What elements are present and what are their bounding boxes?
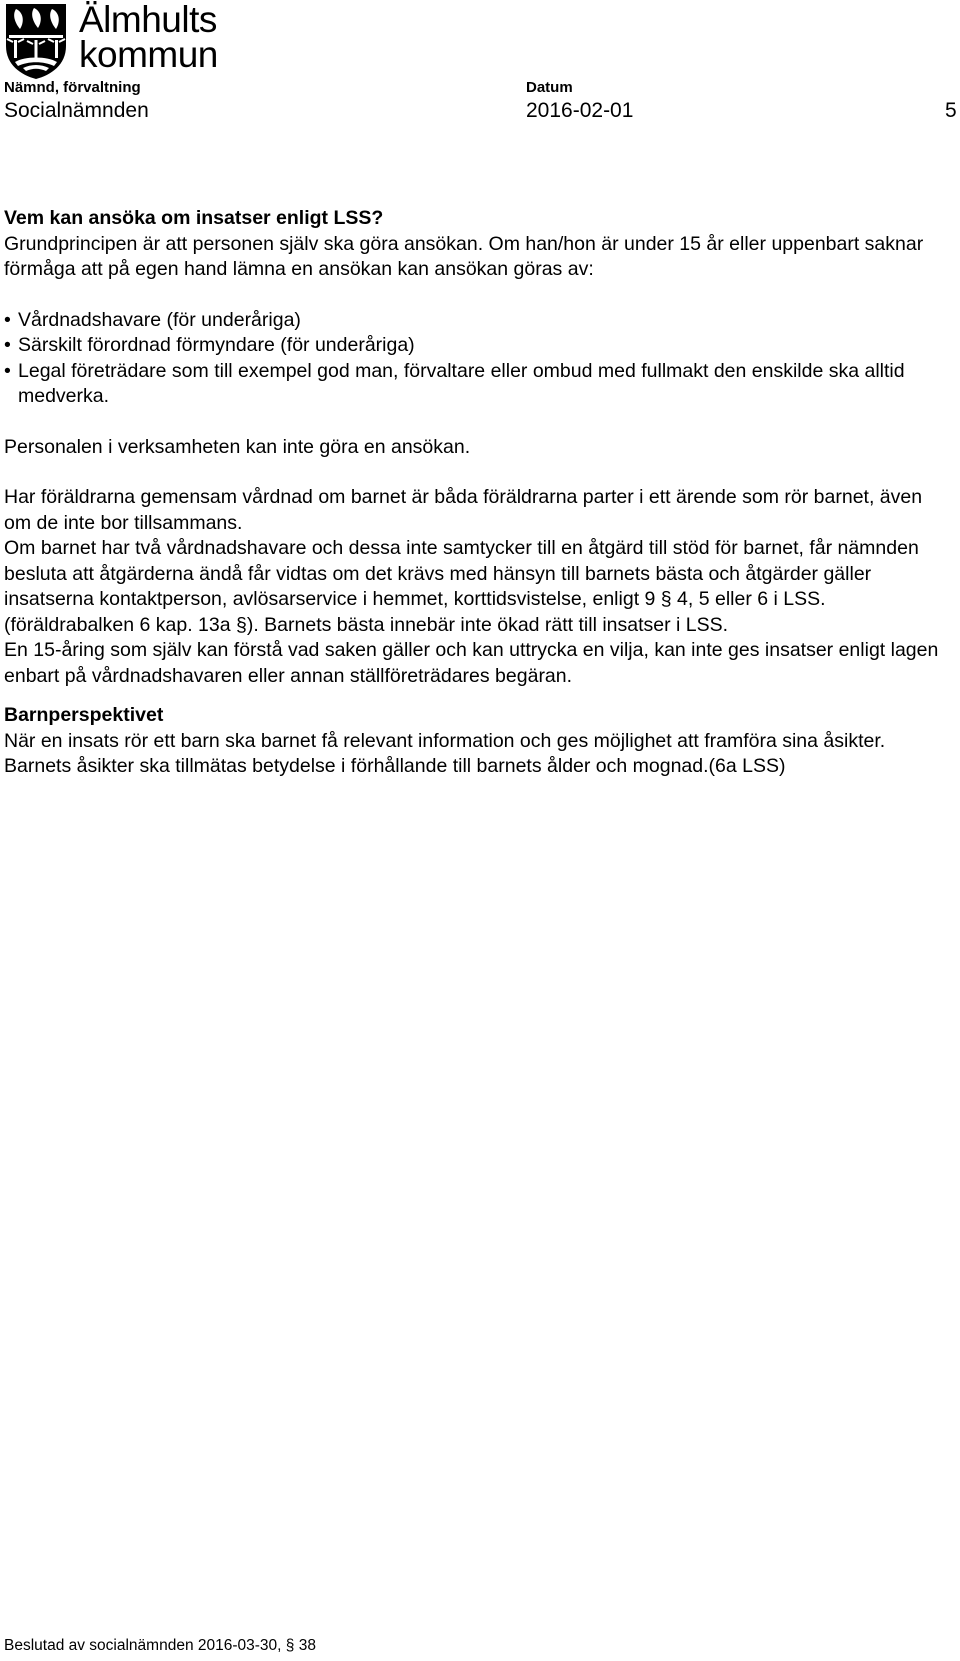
paragraph-basic-principle: Grundprincipen är att personen själv ska göra ansökan. Om han/hon är under 15 år eller uppenbart saknar förmåga att på egen hand lämna en ansökan kan ansökan göras av:: [4, 232, 924, 280]
paragraph-fifteen-year-old: En 15-åring som själv kan förstå vad saken gäller och kan uttrycka en vilja, kan inte ges insatser enligt lagen enbart på vårdnadshavaren eller annan ställföreträdares begäran.: [4, 639, 939, 687]
section-heading-lss-application: Vem kan ansöka om insatser enligt LSS?: [4, 207, 384, 229]
logo-line-2: kommun: [79, 34, 218, 75]
list-item: • Vårdnadshavare (för underåriga): [4, 308, 954, 334]
logo-wordmark: [79, 0, 218, 75]
spacer: [4, 410, 954, 435]
committee-label: Nämnd, förvaltning: [4, 79, 141, 96]
spacer: [4, 460, 954, 485]
paragraph-joint-custody: Har föräldrarna gemensam vårdnad om barnet är båda föräldrarna parter i ett ärende som rör barnet, även om de inte bor tillsammans.: [4, 486, 923, 534]
document-body: [4, 206, 954, 780]
municipal-crest-icon: [3, 2, 69, 80]
committee-value: Socialnämnden: [4, 99, 149, 122]
page-number: 5: [945, 99, 957, 122]
footer-decision-note: Beslutad av socialnämnden 2016-03-30, § 38: [4, 1637, 316, 1654]
spacer: [4, 689, 954, 703]
date-label: Datum: [526, 79, 573, 96]
logo-line-1: Älmhults: [79, 0, 217, 40]
list-item: • Legal företrädare som till exempel god man, förvaltare eller ombud med fullmakt den enskilde ska alltid medverka.: [4, 359, 954, 410]
municipality-logo: [3, 2, 228, 80]
section-heading-child-perspective: Barnperspektivet: [4, 704, 164, 726]
paragraph-child-views: När en insats rör ett barn ska barnet få relevant information och ges möjlighet att framföra sina åsikter. Barnets åsikter ska tillmätas betydelse i förhållande till barnets ålder och mognad.(6a LSS): [4, 729, 886, 777]
date-value: 2016-02-01: [526, 99, 634, 122]
paragraph-two-guardians: Om barnet har två vårdnadshavare och dessa inte samtycker till en åtgärd till stöd för barnet, får nämnden besluta att åtgärderna ändå får vidtas om det krävs med hänsyn till barnets bästa och åtgärder gäller insatserna kontaktperson, avlösarservice i hemmet, korttidsvistelse, enligt 9 § 4, 5 eller 6 i LSS. (föräldrabalken 6 kap. 13a §). Barnets bästa innebär inte ökad rätt till insatser i LSS.: [4, 537, 919, 636]
applicant-list: [4, 308, 954, 410]
paragraph-staff: Personalen i verksamheten kan inte göra en ansökan.: [4, 435, 471, 458]
list-item: • Särskilt förordnad förmyndare (för underåriga): [4, 333, 954, 359]
spacer: [4, 283, 954, 308]
